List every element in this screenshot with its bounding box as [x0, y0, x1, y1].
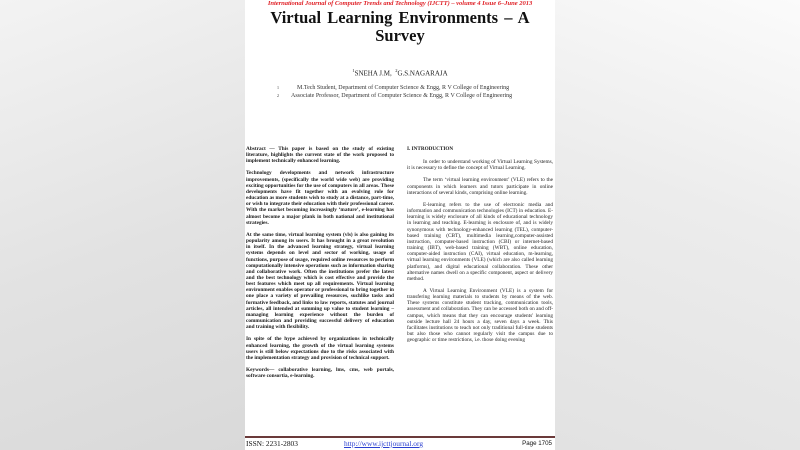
journal-header: International Journal of Computer Trends and Technology (IJCTT) – volume 4 Issue 6–June 2013: [267, 0, 533, 7]
paper-title: [245, 9, 555, 45]
author-2: G.S.NAGARAJA: [397, 69, 448, 78]
body-paragraph: A Virtual Learning Environment (VLE) is a system for transfering learning materials to students by means of the web. These systems constitute student tracking, communication tools, assessment and collaboration. They can be accessed both on and off-campus, which means that they can encourage students' learning outside lecture hall 24 hours a day, seven days a week. This facilitates institutions to teach not only traditional full-time students but also those who cannot regularly visit the campus due to geographic or time restrictions, i.e. those doing evening: [407, 287, 553, 344]
author-line: [245, 68, 555, 77]
page-number: Page 1705: [522, 440, 552, 447]
author-1: SNEHA J.M,: [354, 69, 392, 78]
affiliation-1: [277, 84, 547, 92]
author2-superscript: 2: [395, 68, 398, 73]
affiliation-number: 1: [277, 85, 279, 90]
journal-url-link[interactable]: http://www.ijcttjournal.org: [344, 439, 424, 448]
footer-divider: [245, 436, 555, 438]
document-page: [245, 0, 555, 450]
body-paragraph: The term ‘virtual learning environment’ (VLE) refers to the components in which learners and tutors participate in online interactions of several kinds, comprising online learning.: [407, 177, 553, 196]
affiliation-number: 2: [277, 93, 279, 98]
keywords-paragraph: Keywords— collaborative learning, lms, cms, web portals, software consortia, e-learning.: [246, 367, 394, 380]
left-column: [246, 146, 394, 385]
affiliation-text: Associate Professor, Department of Computer Science & Engg, R V College of Engineering: [291, 93, 513, 99]
affiliation-2: [277, 92, 547, 100]
paper-title-line-1: Virtual Learning Environments – A: [270, 8, 530, 27]
body-paragraph: In spite of the hype achieved by organizations in technically enhanced learning, the growth of the virtual learning systems users is still below expectations due to the risks associated with the implementation strategy and provision of technical support.: [246, 336, 394, 361]
body-paragraph: E-learning refers to the use of electronic media and information and communication technologies (ICT) in education. E-learning is widely enclosure of all kinds of educational technology in learning and teaching. E-learning is enclosure of, and is widely synonymous with technology-enhanced learning (TEL), computer-based training (CBT), multimedia learning,computer-assisted instruction, computer-based instruction (CBI) or internet-based training (IBT), web-based training (WBT), online education, computer-aided instruction (CAI), virtual education, m-learning, virtual learning environments (VLE) (which are also called learning platforms), and digital educational collaboration. These other alternative names dwell on a specific component, aspect or delivery method.: [407, 201, 553, 282]
right-column: [407, 146, 553, 349]
footer-issn: ISSN: 2231-2803: [246, 439, 298, 448]
affiliations: [277, 84, 547, 100]
section-heading-introduction: I. INTRODUCTION: [407, 146, 454, 152]
body-paragraph: In order to understand working of Virtual Learning Systems, it is necessary to define the concept of Virtual Learning.: [407, 159, 553, 172]
body-paragraph: At the same time, virtual learning system (vls) is also gaining its popularity among its users. It has brought in a great revolution in itself. In the advanced learning strategy, virtual learning systems depends on level and sector of working, usage of functions, purpose of usage, required online resources to perform computationally intensive operations such as information sharing and collaborative work. Often the institutions prefer the latest and the best technology which is cost effective and provide the best features which meet up all requirements. Virtual learning environment enables operator or professional to bring together in one place a variety of prevailing resources, suchlike tasks and formative feedback, and links to law reports, statutes and journal articles, all intended at summing up value to student learning – managing learning experience without the burden of communication and providing successful delivery of education and training with flexibility.: [246, 231, 394, 331]
author1-superscript: 1: [352, 68, 355, 73]
viewer-background-right: [555, 0, 800, 450]
body-paragraph: Technology developments and network infrastructure improvements, (specifically the world wide web) are providing exciting opportunities for the use of computers in all areas. These developments have fit together with an evolving role for education as more students wish to study at a distance, part-time, or wish to integrate their education with their professional career. With the market becoming increasingly ‘mature’, e-learning has almost become a major plank in both national and institutional strategies.: [246, 170, 394, 226]
abstract-paragraph: Abstract — This paper is based on the study of existing literature, highlights the current state of the work proposed to implement technically enhanced learning.: [246, 146, 394, 165]
viewer-background-left: [0, 0, 245, 450]
paper-title-line-2: Survey: [375, 26, 425, 45]
affiliation-text: M.Tech Student, Department of Computer Science & Engg, R V College of Engineering: [297, 85, 510, 91]
